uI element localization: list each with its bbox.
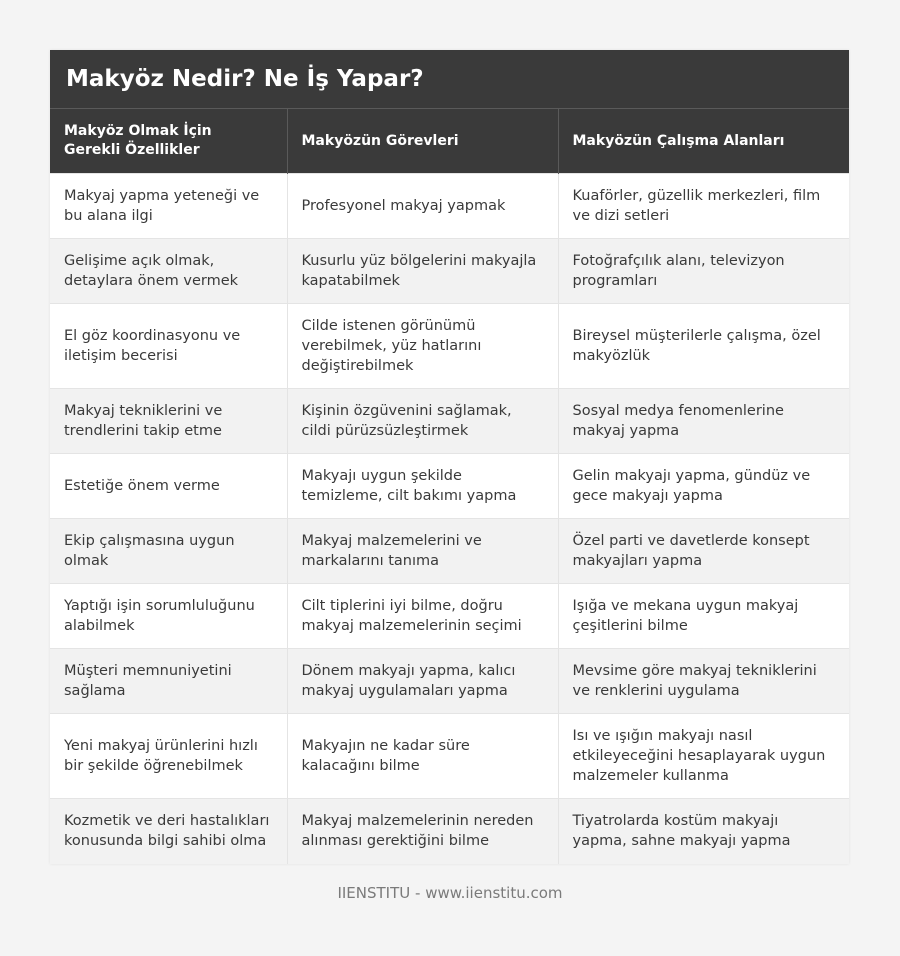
table-cell: Işığa ve mekana uygun makyaj çeşitlerini bilme — [558, 584, 849, 649]
table-cell: Gelin makyajı yapma, gündüz ve gece makyajı yapma — [558, 454, 849, 519]
table-cell: Makyaj malzemelerini ve markalarını tanıma — [287, 519, 558, 584]
table-cell: Bireysel müşterilerle çalışma, özel makyözlük — [558, 304, 849, 389]
table-cell: Tiyatrolarda kostüm makyajı yapma, sahne makyajı yapma — [558, 799, 849, 864]
table-row — [50, 389, 849, 454]
table-cell: Isı ve ışığın makyajı nasıl etkileyeceğini hesaplayarak uygun malzemeler kullanma — [558, 714, 849, 799]
table-row — [50, 519, 849, 584]
table-row — [50, 454, 849, 519]
table-cell: Kozmetik ve deri hastalıkları konusunda bilgi sahibi olma — [50, 799, 287, 864]
header-duties: Makyözün Görevleri — [287, 109, 558, 174]
header-requirements: Makyöz Olmak İçin Gerekli Özellikler — [50, 109, 287, 174]
table-cell: Kuaförler, güzellik merkezleri, film ve dizi setleri — [558, 174, 849, 239]
table-cell: Özel parti ve davetlerde konsept makyajları yapma — [558, 519, 849, 584]
table-cell: Makyaj yapma yeteneği ve bu alana ilgi — [50, 174, 287, 239]
table-cell: Mevsime göre makyaj tekniklerini ve renklerini uygulama — [558, 649, 849, 714]
table-cell: Yeni makyaj ürünlerini hızlı bir şekilde öğrenebilmek — [50, 714, 287, 799]
table-row — [50, 304, 849, 389]
table-row — [50, 239, 849, 304]
table-cell: Profesyonel makyaj yapmak — [287, 174, 558, 239]
table-row — [50, 584, 849, 649]
table-title: Makyöz Nedir? Ne İş Yapar? — [50, 50, 849, 108]
table-row — [50, 714, 849, 799]
table-cell: Makyaj malzemelerinin nereden alınması gerektiğini bilme — [287, 799, 558, 864]
table-cell: Cilde istenen görünümü verebilmek, yüz hatlarını değiştirebilmek — [287, 304, 558, 389]
header-row — [50, 109, 849, 174]
table-cell: Kişinin özgüvenini sağlamak, cildi pürüzsüzleştirmek — [287, 389, 558, 454]
table-cell: Estetiğe önem verme — [50, 454, 287, 519]
table-cell: Makyaj tekniklerini ve trendlerini takip etme — [50, 389, 287, 454]
table-cell: Makyajı uygun şekilde temizleme, cilt bakımı yapma — [287, 454, 558, 519]
footer-credit: IIENSTITU - www.iienstitu.com — [337, 884, 563, 902]
table-card — [50, 50, 849, 864]
table-cell: Cilt tiplerini iyi bilme, doğru makyaj malzemelerinin seçimi — [287, 584, 558, 649]
table-cell: Fotoğrafçılık alanı, televizyon programları — [558, 239, 849, 304]
table-row — [50, 799, 849, 864]
table-cell: Sosyal medya fenomenlerine makyaj yapma — [558, 389, 849, 454]
table-cell: Yaptığı işin sorumluluğunu alabilmek — [50, 584, 287, 649]
table-cell: Dönem makyajı yapma, kalıcı makyaj uygulamaları yapma — [287, 649, 558, 714]
table-cell: Kusurlu yüz bölgelerini makyajla kapatabilmek — [287, 239, 558, 304]
table-cell: Gelişime açık olmak, detaylara önem vermek — [50, 239, 287, 304]
table-cell: El göz koordinasyonu ve iletişim becerisi — [50, 304, 287, 389]
table-cell: Müşteri memnuniyetini sağlama — [50, 649, 287, 714]
table-cell: Ekip çalışmasına uygun olmak — [50, 519, 287, 584]
table-row — [50, 649, 849, 714]
table-cell: Makyajın ne kadar süre kalacağını bilme — [287, 714, 558, 799]
header-work-areas: Makyözün Çalışma Alanları — [558, 109, 849, 174]
table-row — [50, 174, 849, 239]
data-table — [50, 108, 849, 864]
